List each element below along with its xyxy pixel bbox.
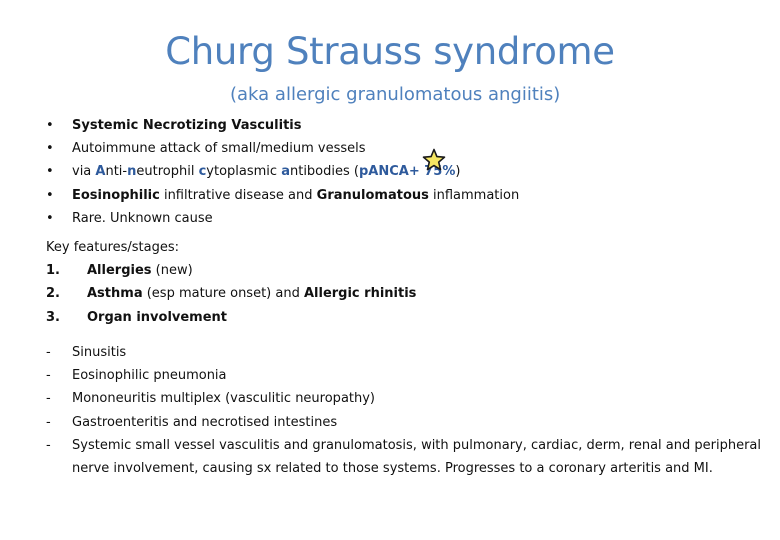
bullet-text: Eosinophilic infiltrative disease and Granulomatous inflammation — [72, 187, 520, 203]
feature-item: - Eosinophilic pneumonia — [46, 368, 227, 384]
key-heading: Key features/stages: — [46, 240, 180, 255]
bullet-item — [46, 114, 646, 137]
feature-item: - Gastroenteritis and necrotised intestines — [46, 414, 338, 430]
key-item: 3. Organ involvement — [46, 309, 228, 325]
star-icon — [422, 148, 446, 172]
key-item: 1. Allergies (new) — [46, 263, 193, 279]
bullet-text: via Anti-neutrophil cytoplasmic antibodies (pANCA+ 75%) — [72, 164, 461, 180]
bullet-text: Rare. Unknown cause — [72, 210, 213, 226]
bullet-text: Autoimmune attack of small/medium vessels — [72, 141, 366, 157]
feature-item: - Systemic small vessel vasculitis and granulomatosis, with pulmonary, cardiac, derm, renal and peripheral nerve involvement, causing sx related to those systems. Progresses to a coronary arteritis and MI. — [46, 437, 761, 477]
panca-label: pANCA+ 75% — [358, 164, 456, 180]
key-features — [46, 236, 417, 329]
bullet-marker: • — [46, 210, 54, 226]
bullet-text: Systemic Necrotizing Vasculitis — [72, 118, 302, 133]
bullet-marker: • — [46, 118, 54, 133]
bullet-list — [46, 114, 646, 230]
bullet-marker: • — [46, 187, 54, 203]
bullet-item — [46, 160, 646, 183]
feature-list — [46, 341, 766, 480]
page-subtitle: (aka allergic granulomatous angiitis) — [230, 84, 561, 105]
bullet-item — [46, 207, 646, 230]
bullet-marker: • — [46, 164, 54, 180]
feature-item: - Sinusitis — [46, 345, 127, 360]
bullet-marker: • — [46, 141, 54, 157]
bullet-item — [46, 137, 646, 160]
page-title: Churg Strauss syndrome — [165, 30, 615, 73]
bullet-item — [46, 184, 646, 207]
key-item: 2. Asthma (esp mature onset) and Allergic rhinitis — [46, 286, 417, 302]
feature-item: - Mononeuritis multiplex (vasculitic neuropathy) — [46, 391, 376, 407]
